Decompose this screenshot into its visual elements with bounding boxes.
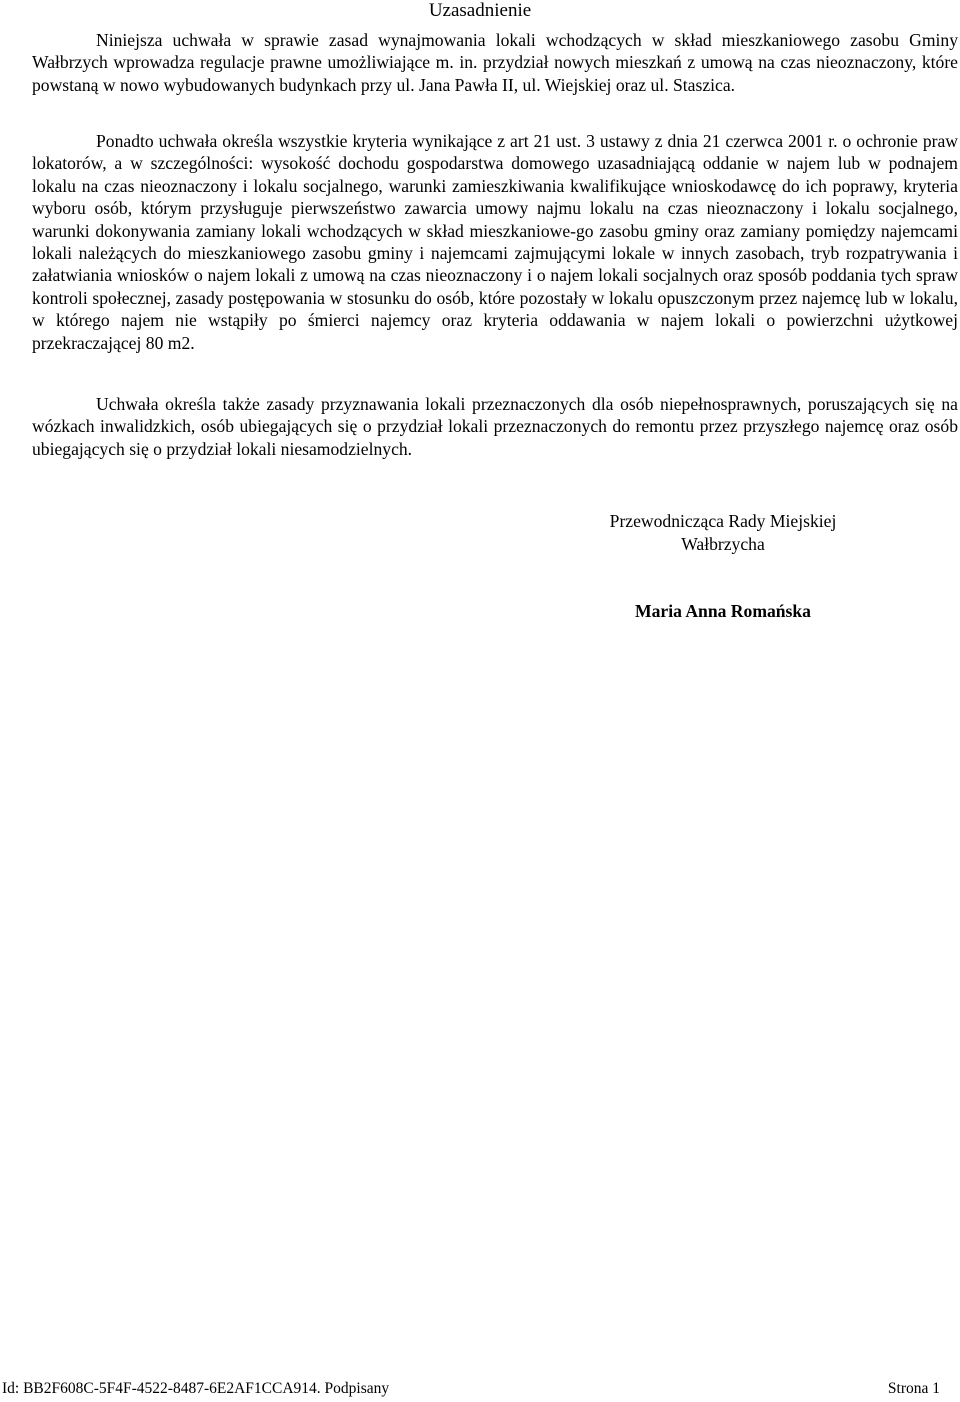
paragraph-intro: Niniejsza uchwała w sprawie zasad wynajmowania lokali wchodzących w skład mieszkaniowego zasobu Gminy Wałbrzych wprowadza regulacje prawne umożliwiające m. in. przydział nowych mieszkań z umową na czas nieoznaczony, które powstaną w nowo wybudowanych budynkach przy ul. Jana Pawła II, ul. Wiejskiej oraz ul. Staszica. [32,30,958,95]
signature-name: Maria Anna Romańska [635,601,811,621]
document-title: Uzasadnienie [428,0,532,21]
paragraph-special-rules: Uchwała określa także zasady przyznawania lokali przeznaczonych dla osób niepełnosprawnych, poruszających się na wózkach inwalidzkich, osób ubiegających się o przydział lokali przeznaczonych do remontu przez przyszłego najemcę oraz osób ubiegających się o przydział lokali niesamodzielnych. [32,394,958,459]
footer-document-id: Id: BB2F608C-5F4F-4522-8487-6E2AF1CCA914. Podpisany [2,1380,390,1397]
footer-page-number: Strona 1 [887,1380,940,1397]
paragraph-criteria: Ponadto uchwała określa wszystkie kryteria wynikające z art 21 ust. 3 ustawy z dnia 21 czerwca 2001 r. o ochronie praw lokatorów, a w szczególności: wysokość dochodu gospodarstwa domowego uzasadniającą oddanie w najem lub w podnajem lokalu na czas nieoznaczony i lokalu socjalnego, warunki zamieszkiwania kwalifikujące wnioskodawcę do ich poprawy, kryteria wyboru osób, którym przysługuje pierwszeństwo zawarcia umowy najmu lokalu na czas nieoznaczony i lokalu socjalnego, warunki dokonywania zamiany lokali wchodzących w skład mieszkaniowe-go zasobu gminy oraz zamiany pomiędzy najemcami lokali należących do mieszkaniowego zasobu gminy i najemcami zajmującymi lokale w innych zasobach, tryb rozpatrywania i załatwiania wniosków o najem lokali z umową na czas nieoznaczony i o najem lokali socjalnych oraz sposób poddania tych spraw kontroli społecznej, zasady postępowania w stosunku do osób, które pozostały w lokalu opuszczonym przez najemcę lub w lokalu, w którego najem nie wstąpiły po śmierci najemcy oraz kryteria oddawania w najem lokali o powierzchni użytkowej przekraczającej 80 m2. [32,131,958,353]
signature-title-line1: Przewodnicząca Rady Miejskiej [609,511,837,531]
signature-title [560,510,886,556]
signature-title-line2: Wałbrzycha [681,534,765,554]
